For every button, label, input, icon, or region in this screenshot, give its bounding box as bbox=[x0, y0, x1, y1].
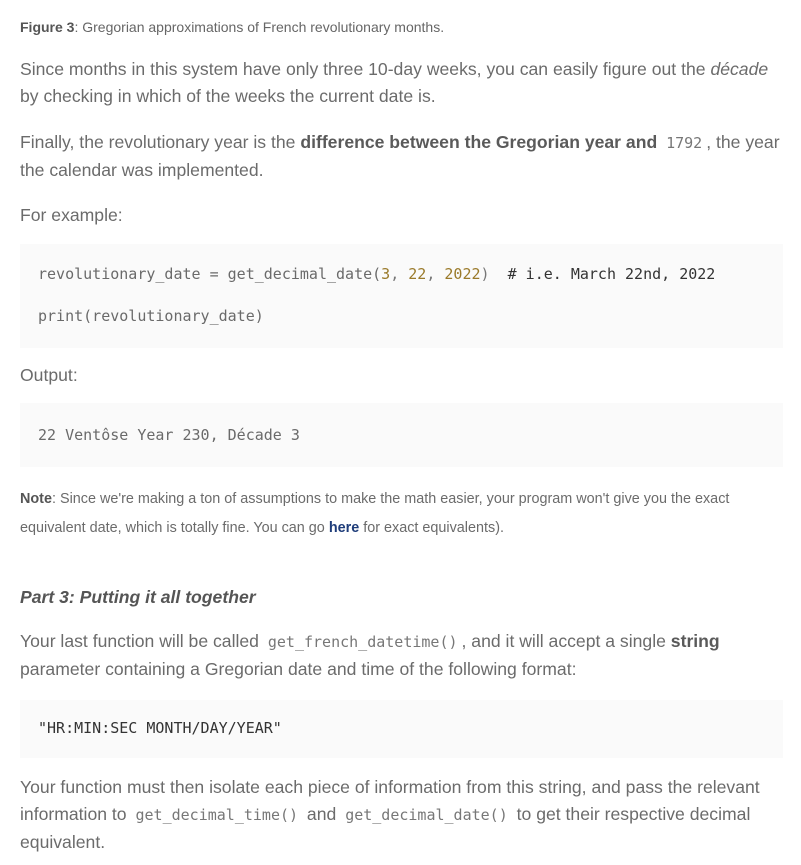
paragraph-year bbox=[20, 129, 783, 184]
code-token: , bbox=[390, 265, 409, 283]
paragraph-text: and bbox=[302, 804, 342, 824]
bold-string: string bbox=[670, 631, 720, 651]
note-text: : Since we're making a ton of assumptions to make the math easier, your program won't give you the exact equivalent date, which is totally fine. You can go bbox=[20, 491, 730, 536]
code-number: 22 bbox=[408, 265, 427, 283]
figure-caption bbox=[20, 18, 783, 36]
code-number: 3 bbox=[381, 265, 391, 283]
bold-phrase: difference between the Gregorian year and bbox=[300, 132, 658, 152]
output-line: 22 Ventôse Year 230, Décade 3 bbox=[38, 426, 300, 444]
paragraph-text: Finally, the revolutionary year is the bbox=[20, 132, 301, 152]
code-block-format bbox=[20, 700, 783, 758]
code-line-2: print(revolutionary_date) bbox=[38, 307, 264, 325]
part3-heading: Part 3: Putting it all together bbox=[20, 587, 256, 607]
figure-label: Figure 3 bbox=[20, 19, 75, 35]
figure-caption-text: : Gregorian approximations of French revolutionary months. bbox=[74, 19, 445, 35]
inline-code-get-french-datetime: get_french_datetime() bbox=[267, 633, 458, 651]
paragraph-text: to get their respective decimal equivalent. bbox=[20, 804, 751, 852]
code-block-example bbox=[20, 244, 783, 348]
paragraph-isolate bbox=[20, 774, 783, 856]
here-link[interactable]: here bbox=[328, 520, 360, 536]
code-line-1 bbox=[38, 264, 715, 284]
code-comment: # i.e. March 22nd, 2022 bbox=[507, 265, 716, 283]
inline-code-1792: 1792 bbox=[666, 134, 703, 152]
paragraph-function bbox=[20, 628, 783, 683]
decade-term: décade bbox=[710, 59, 769, 79]
inline-code-get-decimal-date: get_decimal_date() bbox=[345, 806, 508, 824]
paragraph-text: parameter containing a Gregorian date and time of the following format: bbox=[20, 659, 577, 679]
note-text: for exact equivalents). bbox=[359, 520, 504, 536]
paragraph-text: by checking in which of the weeks the current date is. bbox=[20, 86, 436, 106]
paragraph-text: , the year the calendar was implemented. bbox=[20, 132, 780, 180]
format-string-line: "HR:MIN:SEC MONTH/DAY/YEAR" bbox=[38, 719, 282, 737]
inline-code-get-decimal-time: get_decimal_time() bbox=[135, 806, 299, 824]
code-token: , bbox=[426, 265, 445, 283]
paragraph-for-example: For example: bbox=[20, 205, 123, 225]
code-token: ) bbox=[480, 265, 490, 283]
code-token: revolutionary_date = get_decimal_date( bbox=[38, 265, 382, 283]
paragraph-text: Since months in this system have only three 10-day weeks, you can easily figure out the bbox=[20, 59, 711, 79]
paragraph-decade bbox=[20, 56, 783, 110]
paragraph-text: Your function must then isolate each piece of information from this string, and pass the relevant information to bbox=[20, 777, 760, 824]
note-paragraph bbox=[20, 485, 783, 543]
note-label: Note bbox=[20, 491, 52, 507]
code-number: 2022 bbox=[444, 265, 481, 283]
code-block-output bbox=[20, 403, 783, 467]
paragraph-output: Output: bbox=[20, 365, 78, 385]
paragraph-text: Your last function will be called bbox=[20, 631, 264, 651]
paragraph-text: , and it will accept a single bbox=[461, 631, 671, 651]
